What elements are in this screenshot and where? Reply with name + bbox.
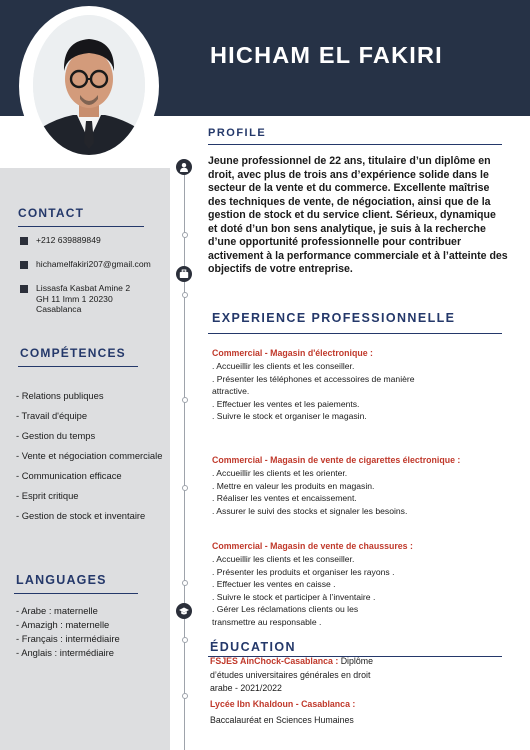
address-line-2: GH 11 Imm 1 20230 <box>36 293 113 304</box>
skill-item: - Travail d'équipe <box>16 410 88 421</box>
address-text <box>36 283 130 315</box>
email-text[interactable]: hichamelfakiri207@gmail.com <box>36 259 151 269</box>
job-duty: . Assurer le suivi des stocks et signaler les besoins. <box>212 505 408 516</box>
briefcase-icon <box>176 266 192 282</box>
profile-photo <box>33 15 145 155</box>
job-duty: . Accueillir les clients et les orienter. <box>212 468 348 478</box>
skill-item: - Vente et négociation commerciale <box>16 450 163 461</box>
skill-item: - Gestion du temps <box>16 430 96 441</box>
skill-item: - Esprit critique <box>16 490 79 501</box>
user-icon <box>176 159 192 175</box>
skill-item: - Relations publiques <box>16 390 104 401</box>
language-item: - Amazigh : maternelle <box>16 619 110 630</box>
job-duty: . Effectuer les ventes en caisse . <box>212 579 336 590</box>
timeline-dot <box>182 637 188 643</box>
timeline-dot <box>182 232 188 238</box>
language-item: - Anglais : intermédiaire <box>16 647 114 658</box>
school-name: FSJES AinChock-Casablanca : <box>210 656 339 666</box>
job-duty: . Gérer Les réclamations clients ou les <box>212 604 359 615</box>
contact-heading: CONTACT <box>18 206 85 220</box>
education-detail: Baccalauréat en Sciences Humaines <box>210 715 354 725</box>
education-detail <box>210 669 370 694</box>
education-school: Lycée Ibn Khaldoun - Casablanca : <box>210 699 356 709</box>
timeline-dot <box>182 580 188 586</box>
experience-rule <box>208 333 502 334</box>
job-duty: . Suivre le stock et organiser le magasin. <box>212 411 367 422</box>
skill-item: - Communication efficace <box>16 470 122 481</box>
timeline-dot <box>182 397 188 403</box>
job-duties <box>212 360 415 423</box>
languages-rule <box>14 593 138 594</box>
skill-item: - Gestion de stock et inventaire <box>16 510 146 521</box>
education-school <box>210 656 373 666</box>
job-duty: . Réaliser les ventes et encaissement. <box>212 493 357 504</box>
language-item: - Français : intermédiaire <box>16 633 120 644</box>
skills-heading: COMPÉTENCES <box>20 346 126 360</box>
candidate-name: HICHAM EL FAKIRI <box>210 42 443 68</box>
address-line-1: Lissasfa Kasbat Amine 2 <box>36 283 131 293</box>
experience-heading: EXPERIENCE PROFESSIONNELLE <box>212 311 456 325</box>
skills-list <box>16 386 162 526</box>
timeline-line <box>184 160 185 750</box>
language-item: - Arabe : maternelle <box>16 605 98 616</box>
timeline-dot <box>182 292 188 298</box>
degree-line: arabe - 2021/2022 <box>210 682 282 693</box>
languages-heading: LANGUAGES <box>16 573 107 587</box>
timeline-dot <box>182 693 188 699</box>
profile-summary: Jeune professionnel de 22 ans, titulaire d’un diplôme en droit, avec plus de trois ans d’expérience solide dans le secteur de la vente et du commerce. Excellente maîtrise des techniques de vente, de négociation, ainsi que de la gestion de stock et du service client. Sérieux, dynamique et doté d’un bon sens analytique, je suis à la recherche d’une opportunité professionnelle pour contribuer activement à la performance commerciale et à l’atteinte des objectifs de votre entreprise. <box>208 155 508 275</box>
job-title: Commercial - Magasin d'électronique : <box>212 348 373 358</box>
job-duty: . Accueillir les clients et les conseiller. <box>212 361 355 371</box>
job-title: Commercial - Magasin de vente de chaussures : <box>212 541 413 551</box>
graduation-cap-icon <box>176 603 192 619</box>
education-heading: ÉDUCATION <box>210 640 296 654</box>
phone-icon <box>20 237 28 245</box>
contact-rule <box>18 226 144 227</box>
job-duty: . Mettre en valeur les produits en magasin. <box>212 480 375 491</box>
phone-text: +212 639889849 <box>36 235 101 245</box>
job-duty: . Suivre le stock et participer à l’inventaire . <box>212 591 376 602</box>
email-icon <box>20 261 28 269</box>
job-title: Commercial - Magasin de vente de cigarettes électronique : <box>212 455 461 465</box>
languages-list <box>16 604 120 660</box>
job-duty: transmettre au responsable . <box>212 616 322 627</box>
job-duty: . Présenter les téléphones et accessoires de manière <box>212 373 415 384</box>
job-duty: . Présenter les produits et organiser les rayons . <box>212 566 395 577</box>
address-line-3: Casablanca <box>36 304 82 315</box>
profile-rule <box>208 144 502 145</box>
job-duties <box>212 553 394 629</box>
degree-title: Diplôme <box>340 656 373 666</box>
skills-rule <box>18 366 138 367</box>
timeline-dot <box>182 485 188 491</box>
job-duty: . Effectuer les ventes et les paiements. <box>212 398 360 409</box>
profile-heading: PROFILE <box>208 127 267 139</box>
degree-line: d’études universitaires générales en droit <box>210 670 371 680</box>
job-duties <box>212 467 407 517</box>
location-icon <box>20 285 28 293</box>
job-duty: attractive. <box>212 386 250 397</box>
job-duty: . Accueillir les clients et les conseiller. <box>212 554 355 564</box>
